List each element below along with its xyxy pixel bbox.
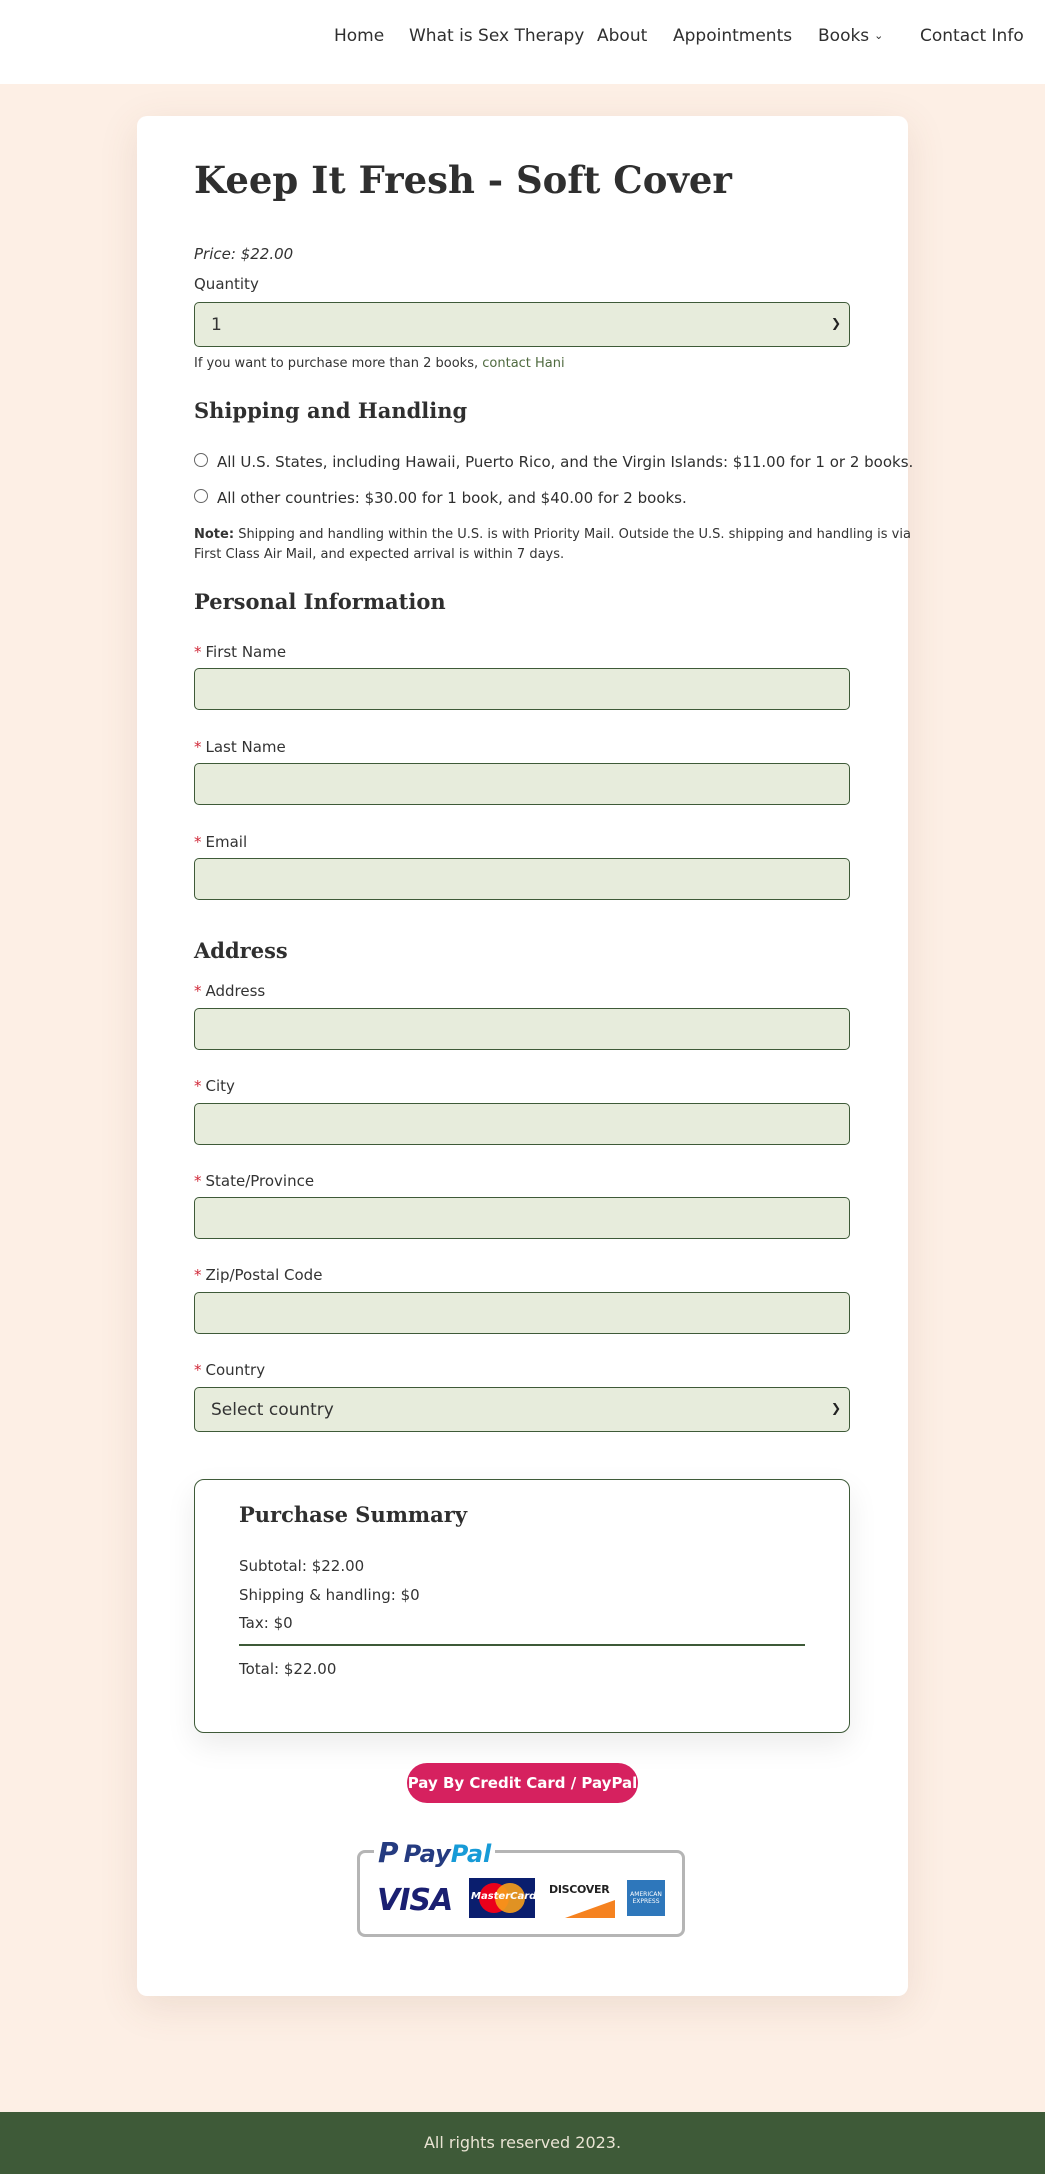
shipping-option-intl: All other countries: $30.00 for 1 book, and $40.00 for 2 books.	[217, 489, 687, 507]
address-label	[194, 982, 265, 1000]
address-heading: Address	[194, 938, 288, 963]
product-title: Keep It Fresh - Soft Cover	[194, 158, 732, 202]
paypal-pal: Pal	[450, 1840, 492, 1868]
shipping-note-line2: First Class Air Mail, and expected arrival is within 7 days.	[194, 547, 565, 562]
email-label-text: Email	[205, 833, 248, 851]
mastercard-text: MasterCard	[471, 1891, 537, 1902]
state-label-text: State/Province	[205, 1172, 315, 1190]
first-name-label	[194, 643, 286, 661]
amex-text: AMERICAN EXPRESS	[630, 1891, 662, 1905]
visa-logo: VISA	[377, 1883, 453, 1918]
order-form-card	[137, 116, 914, 1996]
country-selected-value: Select country	[211, 1400, 334, 1420]
required-asterisk: *	[194, 982, 202, 1000]
quantity-select[interactable]	[194, 302, 850, 347]
chevron-down-icon: ⌄	[874, 29, 884, 42]
subtotal-label: Subtotal:	[239, 1557, 307, 1575]
shipping-option-us: All U.S. States, including Hawaii, Puerto Rico, and the Virgin Islands: $11.00 for 1 or 2 books.	[217, 453, 914, 471]
price-line	[194, 245, 293, 263]
quantity-selected-value: 1	[211, 315, 222, 335]
email-label	[194, 833, 247, 851]
footer	[0, 2112, 1045, 2174]
address-input[interactable]	[194, 1008, 850, 1050]
required-asterisk: *	[194, 1361, 202, 1379]
price-label: Price:	[194, 245, 236, 263]
discover-logo	[547, 1878, 615, 1918]
nav-contact-info[interactable]: Contact Info	[920, 26, 1024, 46]
last-name-input[interactable]	[194, 763, 850, 805]
price-value: $22.00	[240, 245, 294, 263]
zip-label-text: Zip/Postal Code	[205, 1266, 323, 1284]
top-nav	[0, 0, 1045, 84]
zip-input[interactable]	[194, 1292, 850, 1334]
required-asterisk: *	[194, 643, 202, 661]
mastercard-logo	[469, 1878, 535, 1918]
shipping-note	[194, 527, 911, 542]
country-label-text: Country	[205, 1361, 266, 1379]
nav-books[interactable]	[818, 26, 883, 46]
country-label	[194, 1361, 265, 1379]
nav-about[interactable]: About	[597, 26, 648, 46]
address-label-text: Address	[205, 982, 266, 1000]
pay-button[interactable]: Pay By Credit Card / PayPal	[407, 1763, 638, 1803]
discover-swoosh	[565, 1900, 615, 1918]
paypal-pay: Pay	[403, 1840, 451, 1868]
nav-appointments[interactable]: Appointments	[673, 26, 793, 46]
email-input[interactable]	[194, 858, 850, 900]
last-name-label-text: Last Name	[205, 738, 286, 756]
last-name-label	[194, 738, 286, 756]
country-select[interactable]	[194, 1387, 850, 1432]
contact-hani-link[interactable]: contact Hani	[482, 356, 565, 371]
zip-label	[194, 1266, 322, 1284]
shipping-radio-intl[interactable]	[194, 489, 208, 503]
tax-line	[239, 1614, 293, 1632]
shipping-line	[239, 1586, 420, 1604]
city-label	[194, 1077, 235, 1095]
subtotal-line	[239, 1557, 364, 1575]
chevron-down-icon: ❯	[830, 316, 841, 330]
shipping-radio-us[interactable]	[194, 453, 208, 467]
shipping-value: $0	[400, 1586, 420, 1604]
nav-home[interactable]: Home	[334, 26, 385, 46]
shipping-label: Shipping & handling:	[239, 1586, 396, 1604]
discover-text: DISCOVER	[549, 1883, 610, 1896]
tax-value: $0	[273, 1614, 293, 1632]
quantity-note-text: If you want to purchase more than 2 books,	[194, 356, 479, 371]
required-asterisk: *	[194, 833, 202, 851]
total-label: Total:	[239, 1660, 280, 1678]
personal-info-heading: Personal Information	[194, 589, 446, 614]
required-asterisk: *	[194, 1266, 202, 1284]
summary-divider	[239, 1644, 805, 1646]
footer-text: All rights reserved 2023.	[423, 2133, 622, 2152]
city-label-text: City	[205, 1077, 235, 1095]
purchase-summary	[194, 1479, 850, 1733]
subtotal-value: $22.00	[311, 1557, 365, 1575]
amex-logo	[627, 1880, 665, 1916]
paypal-icon: P	[378, 1836, 399, 1869]
first-name-input[interactable]	[194, 668, 850, 710]
first-name-label-text: First Name	[205, 643, 287, 661]
chevron-down-icon: ❯	[830, 1401, 841, 1415]
nav-books-label: Books	[818, 26, 870, 46]
total-line	[239, 1660, 336, 1678]
quantity-label: Quantity	[194, 275, 259, 293]
required-asterisk: *	[194, 738, 202, 756]
state-label	[194, 1172, 314, 1190]
purchase-summary-heading: Purchase Summary	[239, 1502, 468, 1527]
paypal-wordmark	[404, 1840, 492, 1868]
paypal-logo	[374, 1836, 495, 1869]
shipping-heading: Shipping and Handling	[194, 398, 468, 423]
state-input[interactable]	[194, 1197, 850, 1239]
tax-label: Tax:	[239, 1614, 269, 1632]
shipping-note-line1: Shipping and handling within the U.S. is with Priority Mail. Outside the U.S. shipping and handling is via	[238, 527, 911, 542]
nav-what-is-sex-therapy[interactable]: What is Sex Therapy	[409, 26, 585, 46]
total-value: $22.00	[283, 1660, 337, 1678]
city-input[interactable]	[194, 1103, 850, 1145]
shipping-note-bold: Note:	[194, 527, 235, 542]
required-asterisk: *	[194, 1077, 202, 1095]
required-asterisk: *	[194, 1172, 202, 1190]
quantity-note	[194, 356, 565, 371]
